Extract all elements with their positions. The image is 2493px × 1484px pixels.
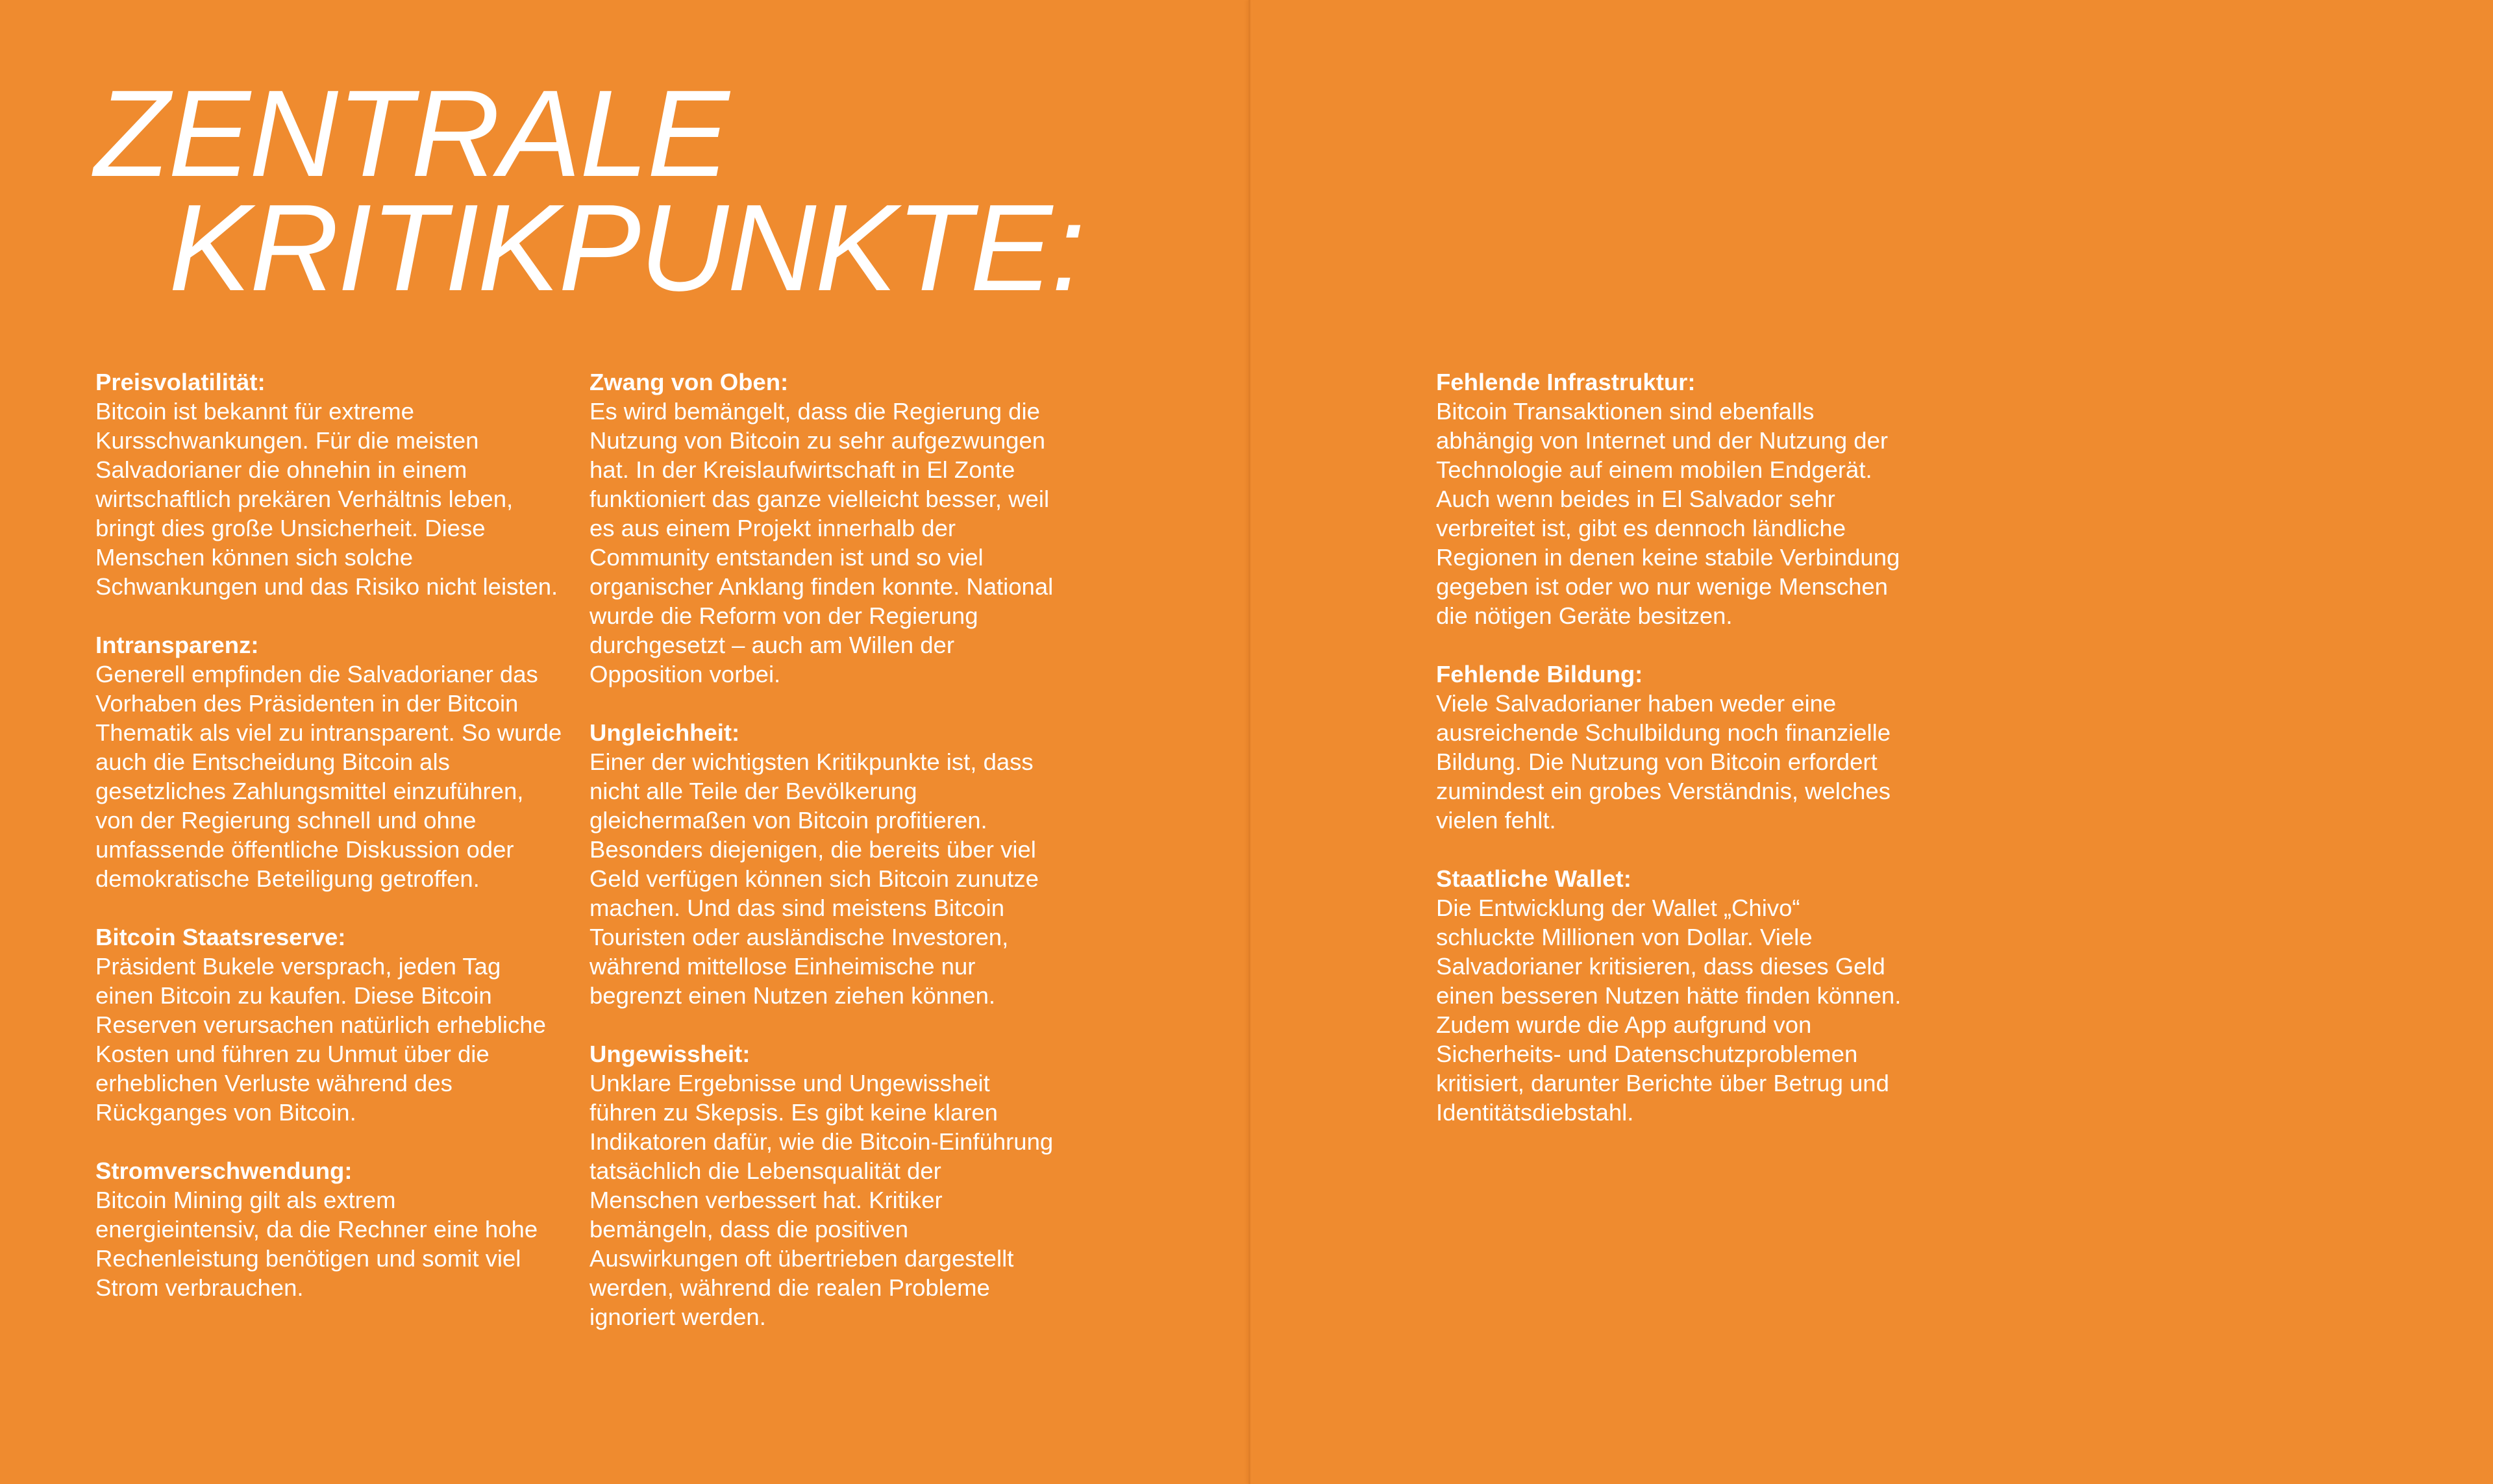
section-text: Bitcoin Transaktionen sind ebenfalls abhängig von Internet und der Nutzung der Technologie auf einem mobilen Endgerät. Auch wenn beides in El Salvador sehr verbreitet ist, gibt es dennoch ländliche Regionen in denen keine stabile Verbindung gegeben ist oder wo nur wenige Menschen die nötigen Geräte besitzen. [1436,398,1900,629]
section-heading: Fehlende Infrastruktur: [1436,369,1696,395]
section-fehlende-infrastruktur [1436,367,1904,630]
section-heading: Staatliche Wallet: [1436,865,1631,892]
section-bitcoin-staatsreserve [95,922,563,1127]
section-heading: Preisvolatilität: [95,369,266,395]
section-ungleichheit [589,718,1057,1010]
section-heading: Zwang von Oben: [589,369,789,395]
section-text: Bitcoin ist bekannt für extreme Kursschwankungen. Für die meisten Salvadorianer die ohnehin in einem wirtschaftlich prekären Verhältnis leben, bringt dies große Unsicherheit. Diese Menschen können sich solche Schwankungen und das Risiko nicht leisten. [95,398,558,600]
text-column-2 [589,367,1057,1361]
section-text: Unklare Ergebnisse und Ungewissheit führen zu Skepsis. Es gibt keine klaren Indikatoren dafür, wie die Bitcoin-Einführung tatsächlich die Lebensqualität der Menschen verbessert hat. Kritiker bemängeln, dass die positiven Auswirkungen oft übertrieben dargestellt werden, während die realen Probleme ignoriert werden. [589,1070,1054,1330]
section-preisvolatilitaet [95,367,563,601]
section-zwang-von-oben [589,367,1057,689]
section-staatliche-wallet [1436,864,1904,1127]
text-column-3 [1436,367,1904,1156]
title-line-1: ZENTRALE [94,65,728,203]
section-heading: Fehlende Bildung: [1436,661,1643,687]
section-heading: Ungewissheit: [589,1041,750,1067]
section-text: Präsident Bukele versprach, jeden Tag einen Bitcoin zu kaufen. Diese Bitcoin Reserven verursachen natürlich erhebliche Kosten und führen zu Unmut über die erheblichen Verluste während des Rückganges von Bitcoin. [95,953,546,1126]
page-title [94,65,1084,317]
section-stromverschwendung [95,1156,563,1302]
section-heading: Intransparenz: [95,632,259,658]
section-text: Es wird bemängelt, dass die Regierung die Nutzung von Bitcoin zu sehr aufgezwungen hat. In der Kreislaufwirtschaft in El Zonte funktioniert das ganze vielleicht besser, weil es aus einem Projekt innerhalb der Community entstanden ist und so viel organischer Anklang finden konnte. National wurde die Reform von der Regierung durchgesetzt – auch am Willen der Opposition vorbei. [589,398,1054,687]
title-line-2: KRITIKPUNKTE: [169,179,1084,317]
section-ungewissheit [589,1039,1057,1331]
section-text: Viele Salvadorianer haben weder eine ausreichende Schulbildung noch finanzielle Bildung. Die Nutzung von Bitcoin erfordert zumindest ein grobes Verständnis, welches vielen fehlt. [1436,690,1891,834]
section-fehlende-bildung [1436,660,1904,835]
page-gutter [1248,0,1250,1484]
section-heading: Bitcoin Staatsreserve: [95,924,346,950]
section-text: Generell empfinden die Salvadorianer das Vorhaben des Präsidenten in der Bitcoin Thematik als viel zu intransparent. So wurde auch die Entscheidung Bitcoin als gesetzliches Zahlungsmittel einzuführen, von der Regierung schnell und ohne umfassende öffentliche Diskussion oder demokratische Beteiligung getroffen. [95,661,562,892]
section-text: Bitcoin Mining gilt als extrem energieintensiv, da die Rechner eine hohe Rechenleistung benötigen und somit viel Strom verbrauchen. [95,1187,538,1301]
section-intransparenz [95,630,563,893]
section-heading: Stromverschwendung: [95,1157,353,1184]
section-heading: Ungleichheit: [589,719,740,746]
section-text: Die Entwicklung der Wallet „Chivo“ schluckte Millionen von Dollar. Viele Salvadorianer kritisieren, dass dieses Geld einen besseren Nutzen hätte finden können. Zudem wurde die App aufgrund von Sicherheits- und Datenschutzproblemen kritisiert, darunter Berichte über Betrug und Identitätsdiebstahl. [1436,895,1902,1126]
text-column-1 [95,367,563,1331]
section-text: Einer der wichtigsten Kritikpunkte ist, dass nicht alle Teile der Bevölkerung gleichermaßen von Bitcoin profitieren. Besonders diejenigen, die bereits über viel Geld verfügen können sich Bitcoin zunutze machen. Und das sind meistens Bitcoin Touristen oder ausländische Investoren, während mittellose Einheimische nur begrenzt einen Nutzen ziehen können. [589,748,1039,1009]
